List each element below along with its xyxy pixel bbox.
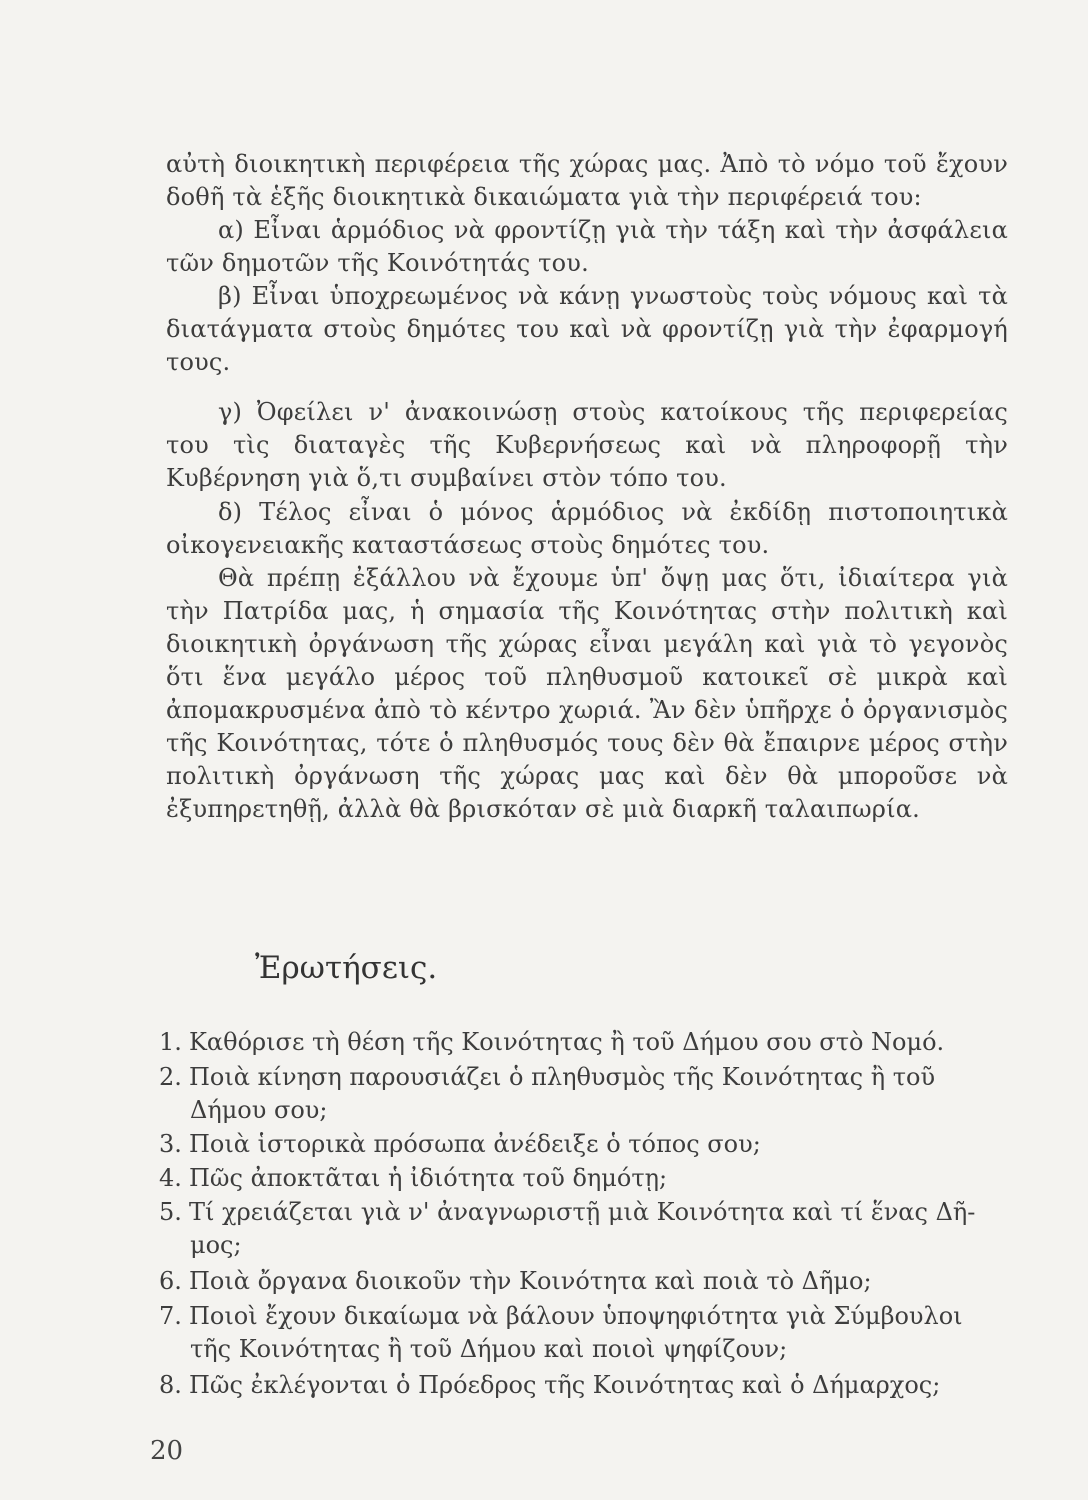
paragraph-item-c: γ) Ὀφείλει ν' ἀνακοινώσῃ στοὺς κατοίκους τῆς περιφερείας του τὶς διαταγὲς τῆς Κυβερνήσεως καὶ νὰ πληροφορῇ τὴν Κυβέρνηση γιὰ ὅ,τι συμβαίνει στὸν τόπο του. [166, 398, 1008, 492]
question-text: Τί χρειάζεται γιὰ ν' ἀναγνωριστῇ μιὰ Κοινότητα καὶ τί ἕνας Δῆ- [189, 1198, 976, 1226]
question-item [159, 1026, 1009, 1059]
paragraph-item-d: δ) Τέλος εἶναι ὁ μόνος ἁρμόδιος νὰ ἐκδίδῃ πιστοποιητικὰ οἰκογενειακῆς καταστάσεως στοὺς δημότες του. [166, 498, 1008, 559]
question-number: 2. [159, 1063, 182, 1091]
question-item [159, 1265, 1009, 1298]
question-text: Ποιοὶ ἔχουν δικαίωμα νὰ βάλουν ὑποψηφιότητα γιὰ Σύμβουλοι [189, 1302, 963, 1330]
question-number: 8. [159, 1371, 182, 1399]
question-text: Πῶς ἐκλέγονται ὁ Πρόεδρος τῆς Κοινότητας καὶ ὁ Δήμαρχος; [189, 1371, 941, 1399]
question-item [159, 1128, 1009, 1161]
question-number: 5. [159, 1198, 182, 1226]
question-item [159, 1196, 1009, 1262]
question-text: Ποιὰ κίνηση παρουσιάζει ὁ πληθυσμὸς τῆς Κοινότητας ἢ τοῦ [189, 1063, 936, 1091]
question-item [159, 1300, 1009, 1366]
question-item [159, 1369, 1009, 1402]
question-number: 3. [159, 1130, 182, 1158]
question-text: Πῶς ἀποκτᾶται ἡ ἰδιότητα τοῦ δημότῃ; [189, 1164, 668, 1192]
question-number: 4. [159, 1164, 182, 1192]
question-item [159, 1162, 1009, 1195]
question-text: Καθόρισε τὴ θέση τῆς Κοινότητας ἢ τοῦ Δήμου σου στὸ Νομό. [189, 1028, 945, 1056]
questions-heading: Ἐρωτήσεις. [255, 950, 438, 986]
question-number: 7. [159, 1302, 182, 1330]
paragraph-intro: αὐτὴ διοικητικὴ περιφέρεια τῆς χώρας μας. Ἀπὸ τὸ νόμο τοῦ ἔχουν δοθῆ τὰ ἑξῆς διοικητικὰ δικαιώματα γιὰ τὴν περιφέρειά του: [166, 150, 1008, 211]
question-text-continued: Δήμου σου; [190, 1096, 328, 1124]
question-number: 6. [159, 1267, 182, 1295]
question-number: 1. [159, 1028, 182, 1056]
question-text-continued: μος; [190, 1231, 242, 1259]
paragraph-item-a: α) Εἶναι ἁρμόδιος νὰ φροντίζῃ γιὰ τὴν τάξη καὶ τὴν ἀσφάλεια τῶν δημοτῶν τῆς Κοινότητάς του. [166, 216, 1008, 277]
question-text: Ποιὰ ὄργανα διοικοῦν τὴν Κοινότητα καὶ ποιὰ τὸ Δῆμο; [189, 1267, 872, 1295]
paragraph-item-b: β) Εἶναι ὑποχρεωμένος νὰ κάνῃ γνωστοὺς τοὺς νόμους καὶ τὰ διατάγματα στοὺς δημότες του καὶ νὰ φροντίζῃ γιὰ τὴν ἐφαρμογή τους. [166, 282, 1008, 376]
question-text-continued: τῆς Κοινότητας ἢ τοῦ Δήμου καὶ ποιοὶ ψηφίζουν; [190, 1335, 788, 1363]
question-item [159, 1061, 1009, 1127]
question-text: Ποιὰ ἱστορικὰ πρόσωπα ἀνέδειξε ὁ τόπος σου; [189, 1130, 761, 1158]
paragraph-importance: Θὰ πρέπῃ ἐξάλλου νὰ ἔχουμε ὑπ' ὄψῃ μας ὅτι, ἰδιαίτερα γιὰ τὴν Πατρίδα μας, ἡ σημασία τῆς Κοινότητας στὴν πολιτικὴ καὶ διοικητικὴ ὀργάνωση τῆς χώρας εἶναι μεγάλη καὶ γιὰ τὸ γεγονὸς ὅτι ἕνα μεγάλο μέρος τοῦ πληθυσμοῦ κατοικεῖ σὲ μικρὰ καὶ ἀπομακρυσμένα ἀπὸ τὸ κέντρο χωριά. Ἂν δὲν ὑπῆρχε ὁ ὀργανισμὸς τῆς Κοινότητας, τότε ὁ πληθυσμός τους δὲν θὰ ἔπαιρνε μέρος στὴν πολιτικὴ ὀργάνωση τῆς χώρας μας καὶ δὲν θὰ μποροῦσε νὰ ἐξυπηρετηθῇ, ἀλλὰ θὰ βρισκόταν σὲ μιὰ διαρκῆ ταλαιπωρία. [166, 564, 1008, 823]
page-number: 20 [150, 1436, 184, 1466]
